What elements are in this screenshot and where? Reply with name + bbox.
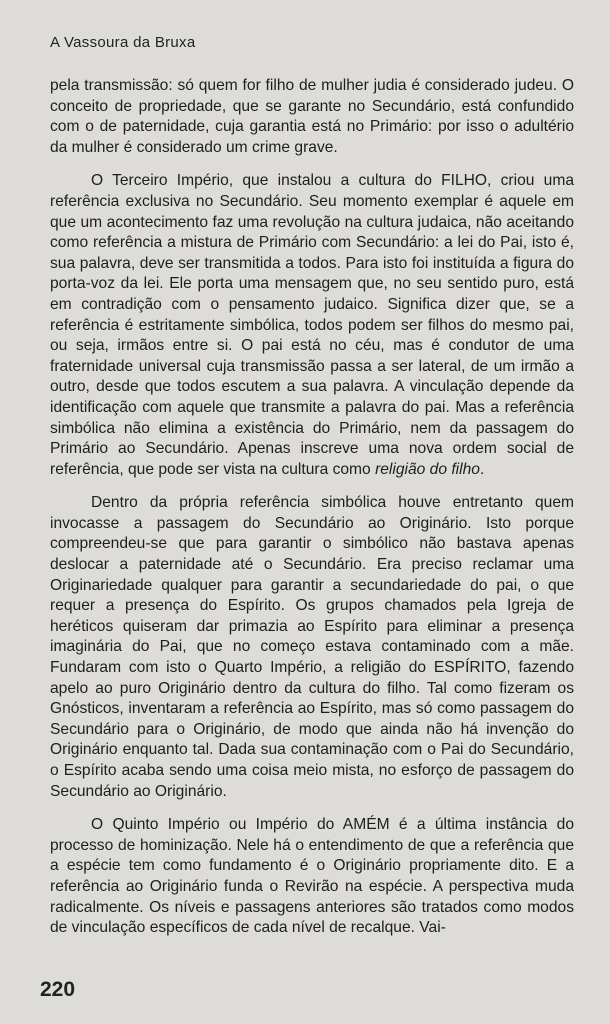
paragraph-2 — [50, 171, 574, 480]
paragraph-4 — [50, 815, 574, 939]
paragraph-1 — [50, 76, 574, 158]
paragraph-3 — [50, 493, 574, 802]
running-header: A Vassoura da Bruxa — [50, 34, 196, 51]
paragraph-1-text: pela transmissão: só quem for filho de mulher judia é considerado judeu. O conceito de propriedade, que se garante no Secundário, está confundido com o de paternidade, cuja garantia está no Primário: por isso o adultério da mulher é considerado um crime grave. — [50, 77, 574, 156]
paragraph-4-text: O Quinto Império ou Império do AMÉM é a última instância do processo de hominização. Nele há o entendimento de que a referência que a espécie tem como fundamento é o Originário propriamente dito. E a referência ao Originário funda o Revirão na espécie. A perspectiva muda radicalmente. Os níveis e passagens anteriores são tratados como modos de vinculação específicos de cada nível de recalque. Vai- — [50, 816, 574, 937]
paragraph-2-emphasis: religião do filho — [375, 460, 480, 478]
paragraph-3-text: Dentro da própria referência simbólica houve entretanto quem invocasse a passagem do Secundário ao Originário. Isto porque compreendeu-se que para garantir o simbólico não bastava apenas deslocar a paternidade até o Secundário. Era preciso reclamar uma Originariedade qualquer para garantir a secundariedade do pai, o que requer a presença do Espírito. Os grupos chamados pela Igreja de heréticos quiseram dar primazia ao Espírito para eliminar a presença imaginária do Pai, que no começo estava contaminado com a mãe. Fundaram com isto o Quarto Império, a religião do ESPÍRITO, fazendo apelo ao puro Originário dentro da cultura do filho. Tal como fizeram os Gnósticos, inventaram a referência ao Espírito, mas só como passagem do Secundário para o Originário, de modo que ainda não há invenção do Originário enquanto tal. Dada sua contaminação com o Pai do Secundário, o Espírito acaba sendo uma coisa meio mista, no esforço de passagem do Secundário ao Originário. — [50, 494, 574, 800]
paragraph-2-text: O Terceiro Império, que instalou a cultura do FILHO, criou uma referência exclusiva no Secundário. Seu momento exemplar é aquele em que um acontecimento faz uma revolução na cultura judaica, não aceitando como referência a mistura de Primário com Secundário: a lei do Pai, isto é, sua palavra, deve ser transmitida a todos. Para isto foi instituída a figura do porta-voz da lei. Ele porta uma mensagem que, no seu sentido puro, está em contradição com o pensamento judaico. Significa dizer que, se a referência é estritamente simbólica, todos podem ser filhos do mesmo pai, ou seja, irmãos entre si. O pai está no céu, mas é condutor de uma fraternidade universal cuja transmissão passa a ser lateral, de um irmão a outro, desde que todos escutem a sua palavra. A vinculação depende da identificação com aquele que transmite a palavra do pai. Mas a referência simbólica não elimina a existência do Primário, nem da passagem do Primário ao Secundário. Apenas inscreve uma nova ordem social de referência, que pode ser vista na cultura como — [50, 172, 574, 478]
body-text — [50, 76, 574, 952]
paragraph-2-end: . — [479, 460, 485, 478]
page-number: 220 — [40, 978, 76, 1001]
